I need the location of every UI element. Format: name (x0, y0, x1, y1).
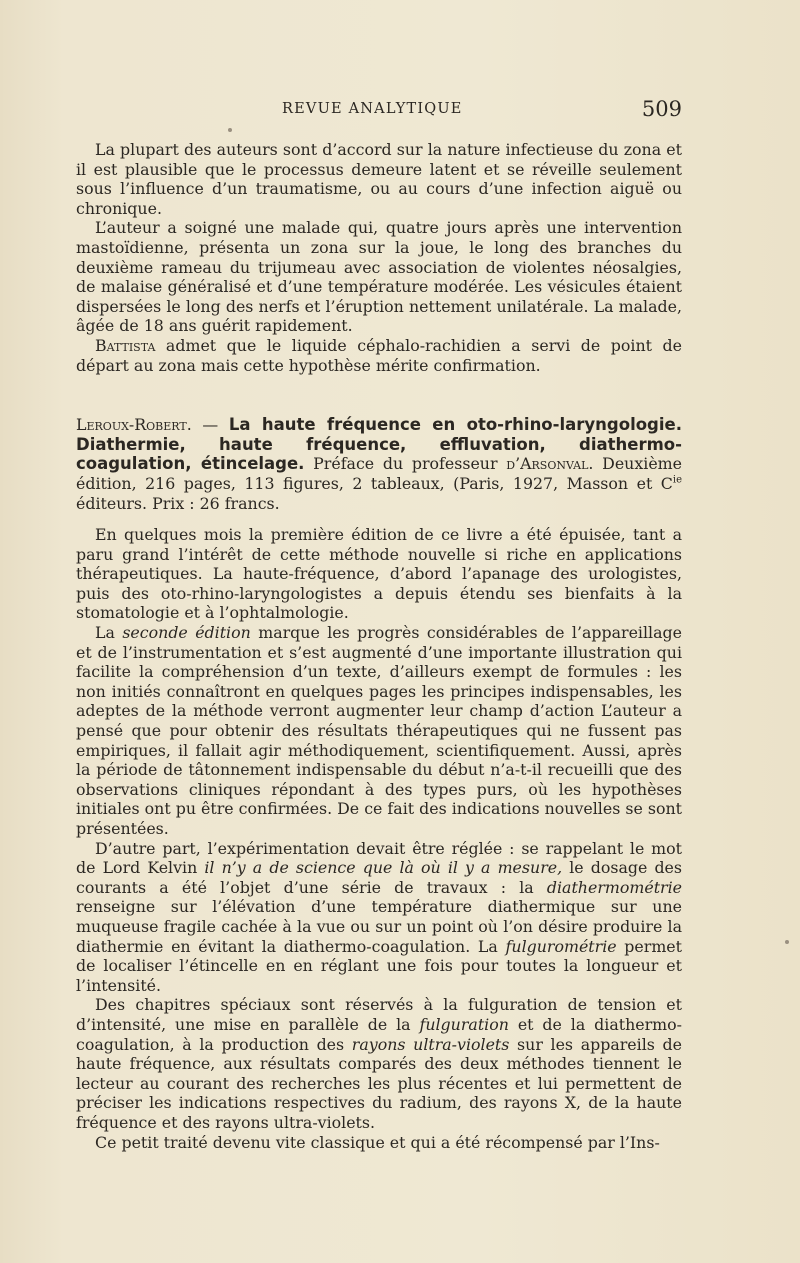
p7-text-a: Des chapitres spéciaux sont réservés à la fulguration de tension et d’intensité, une mise en parallèle de la (76, 995, 682, 1034)
p6-text-c: renseigne sur l’élévation d’une température diathermique sur une muqueuse fragile cachée à la vue ou sur un point où l’on désire produire la diathermie en évitant la diathermo-coagulation. La (76, 897, 682, 956)
p6-text-d: permet de localiser l’étincelle en en réglant une fois pour toutes la longueur et l’intensité. (76, 936, 682, 995)
paragraph-6 (76, 839, 682, 996)
p5-text-b: marque les progrès considérables de l’appareillage et de l’instrumentation et s’est augmenté d’une importante illustration qui facilite la compréhension d’un texte, d’ailleurs exempt de formules : les non initiés connaîtront en quelques pages les principes indispensables, les adeptes de la méthode verront augmenter leur champ d’action L’auteur a pensé que pour obtenir des résultats thérapeutiques qui ne fussent pas empiriques, il fallait agir méthodiquement, scientifiquement. Aussi, après la période de tâtonnement indispensable du début n’a-t-il recueilli que des observations cliniques répondant à des types purs, où les hypothèses initiales ont pu être confirmées. De ce fait des indications nouvelles se sont présentées. (76, 623, 682, 838)
author-name: Battista (95, 335, 156, 355)
review-details-sup: ie (672, 474, 682, 486)
review-dash: — (191, 415, 229, 435)
p7-italic-2: rayons ultra-violets (351, 1034, 510, 1054)
paragraph-7 (76, 995, 682, 1132)
paragraph-3-text: admet que le liquide céphalo-rachidien a servi de point de départ au zona mais cette hypothèse mérite confirmation. (76, 335, 682, 375)
page-header (76, 97, 682, 129)
paper-speck (785, 940, 789, 944)
review-preface: Préface du professeur (304, 454, 507, 474)
review-preface-name: d’Arsonval. (506, 454, 594, 474)
paragraph-8: Ce petit traité devenu vite classique et qui a été récompensé par l’Ins- (95, 1132, 660, 1152)
p7-text-c: sur les appareils de haute fréquence, aux résultats comparés des deux méthodes tiennent le lecteur au courant des recherches les plus récentes et lui permettent de préciser les indications respectives du radium, des rayons X, de la haute fréquence et des rayons ultra-violets. (76, 1034, 682, 1132)
p6-italic-1: il n’y a de science que là où il y a mesure, (204, 858, 563, 878)
paragraph-2: L’auteur a soigné une malade qui, quatre jours après une intervention mastoïdienne, présenta un zona sur la joue, le long des branches du deuxième rameau du trijumeau avec association de violentes néosalgies, de malaise généralisé et d’une température modérée. Les vésicules étaient dispersées le long des nerfs et l’éruption nettement unilatérale. La malade, âgée de 18 ans guérit rapidement. (76, 218, 682, 336)
p6-text-a: D’autre part, l’expérimentation devait être réglée : se rappelant le mot de Lord Kelvin (76, 838, 682, 878)
page-number: 509 (641, 97, 682, 121)
paragraph-4: En quelques mois la première édition de ce livre a été épuisée, tant a paru grand l’intérêt de cette méthode nouvelle si riche en applications thérapeutiques. La haute-fréquence, d’abord l’apanage des urologistes, puis des oto-rhino-laryngologistes a depuis étendu ses bienfaits à la stomatologie et à l’ophtalmologie. (76, 525, 682, 623)
paper-speck (228, 128, 232, 132)
p6-italic-2: diathermométrie (546, 877, 682, 897)
running-head: REVUE ANALYTIQUE (282, 101, 463, 117)
p5-text-a: La (95, 623, 123, 643)
p7-text-b: et de la diathermo-coagulation, à la production des (76, 1014, 683, 1054)
body-text (76, 140, 682, 1152)
paragraph-3 (76, 336, 682, 375)
p5-italic: seconde édition (122, 623, 251, 643)
p6-text-b: le dosage des courants a été l’objet d’une série de travaux : la (76, 858, 683, 897)
review-details: Deuxième édition, 216 pages, 113 figures, 2 tableaux, (Paris, 1927, Masson et C (76, 454, 682, 493)
paragraph-5 (76, 623, 682, 839)
review-book-title: La haute fréquence en oto-rhino-laryngologie. Diathermie, haute fréquence, effluvation, diathermo-coagulation, étincelage. (76, 415, 682, 474)
p6-italic-3: fulgurométrie (505, 936, 617, 956)
p7-italic-1: fulguration (419, 1014, 509, 1034)
paragraph-1: La plupart des auteurs sont d’accord sur la nature infectieuse du zona et il est plausible que le processus demeure latent et se réveille seulement sous l’influence d’un traumatisme, ou au cours d’une infection aiguë ou chronique. (76, 140, 682, 218)
review-details-end: éditeurs. Prix : 26 francs. (76, 493, 280, 513)
review-heading (76, 415, 682, 513)
review-author: Leroux-Robert. (76, 415, 192, 435)
